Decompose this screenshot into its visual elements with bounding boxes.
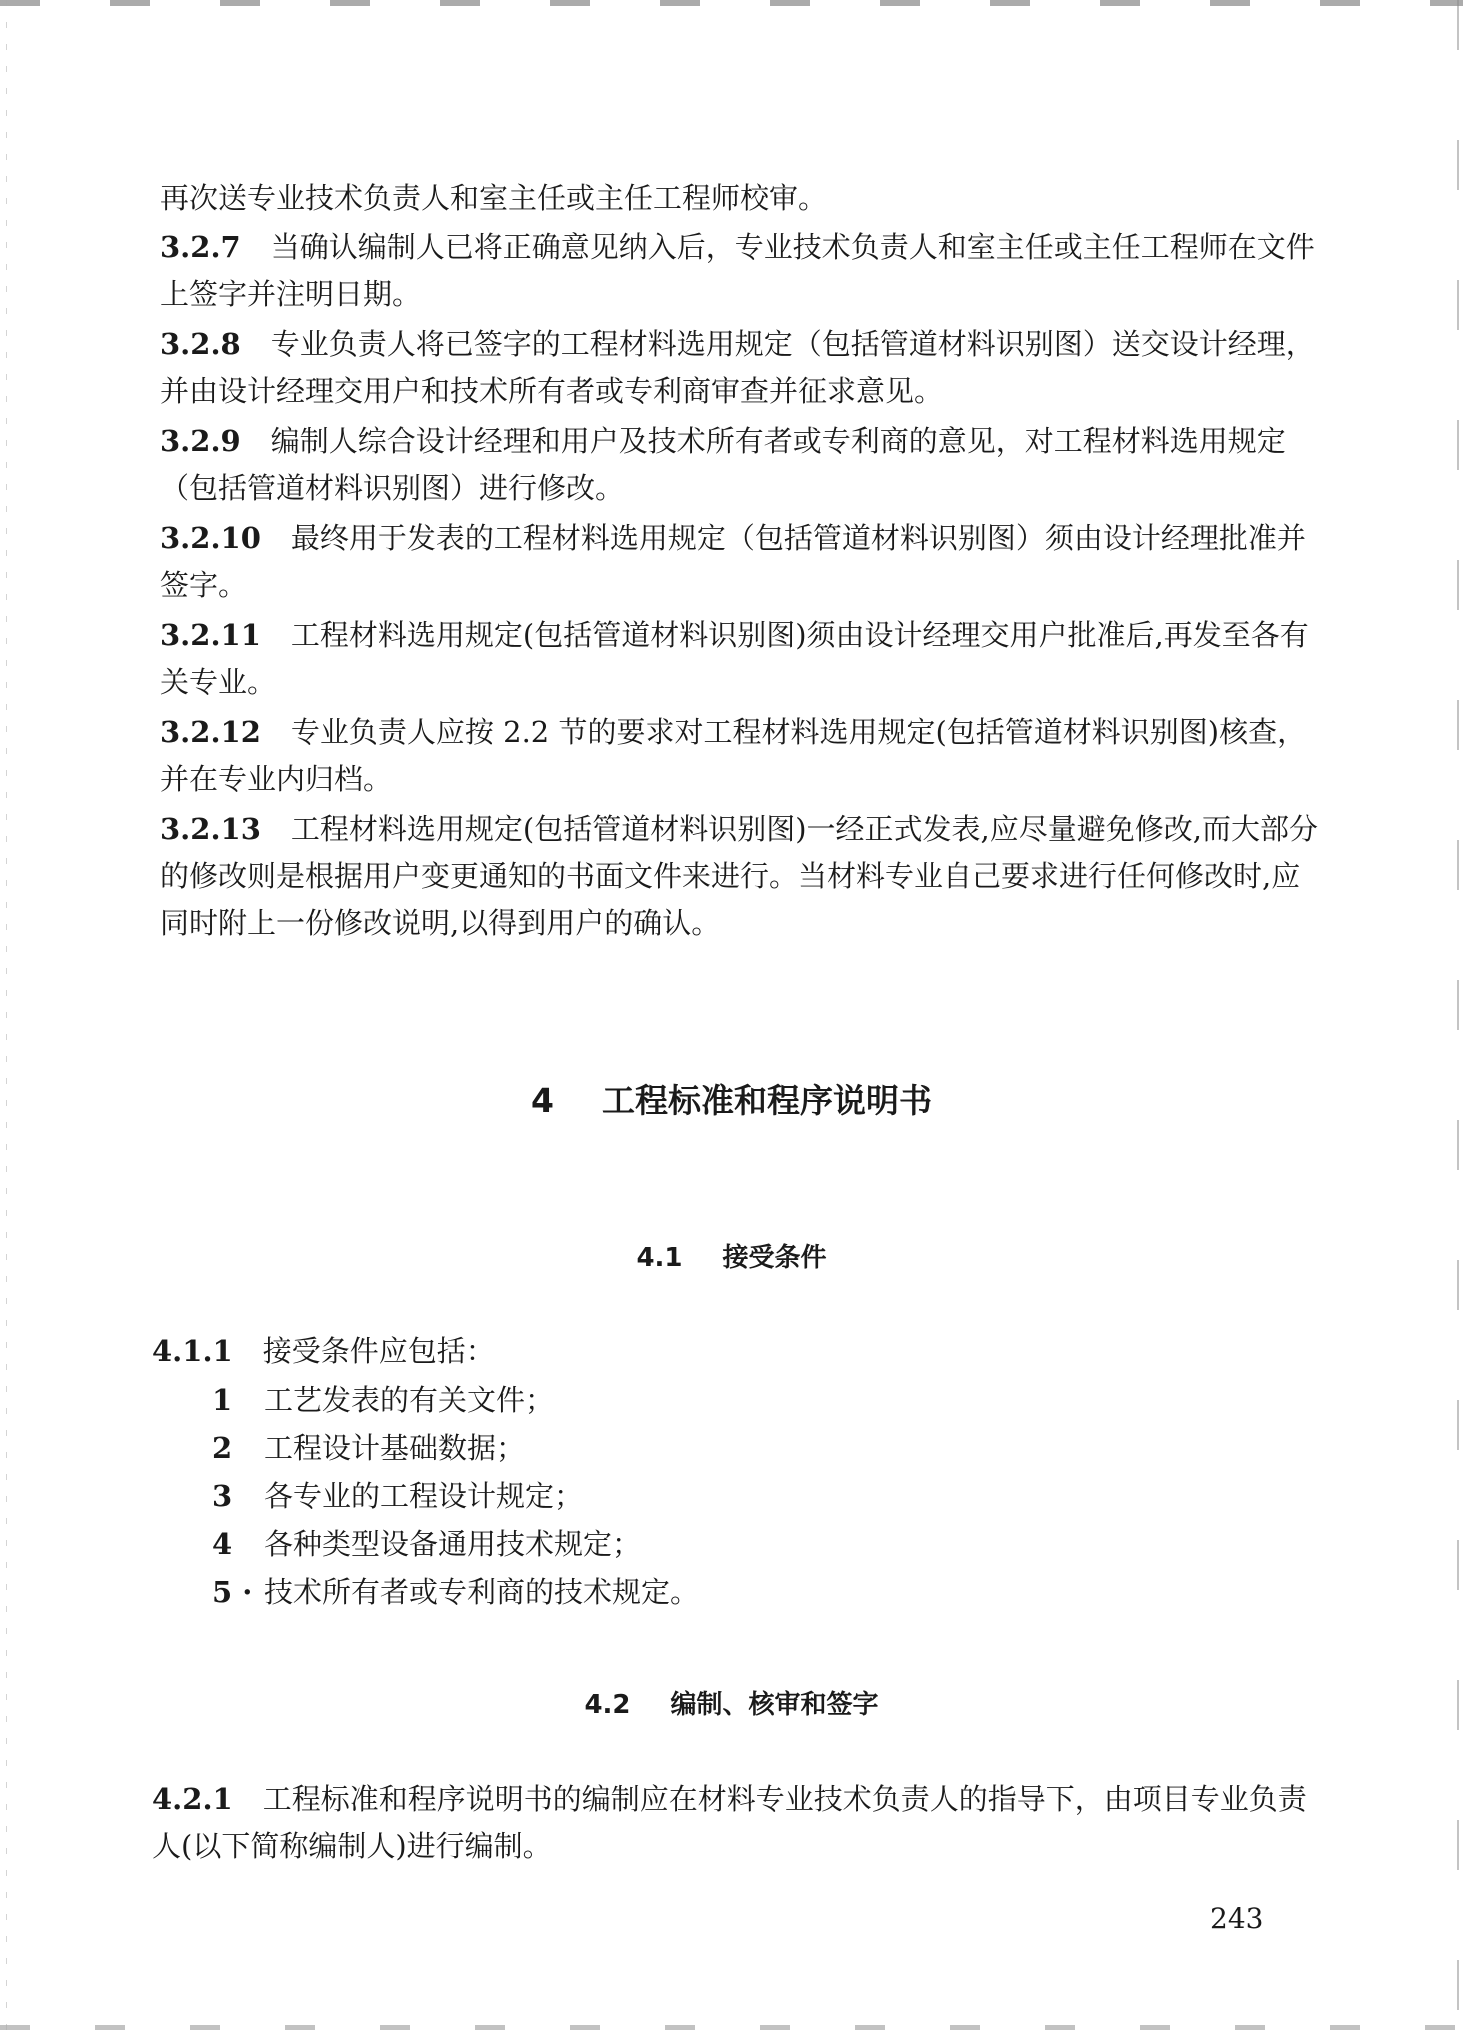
subsection-number: 4.2	[584, 1690, 631, 1720]
list-item	[212, 1428, 525, 1468]
list-text: 各种类型设备通用技术规定；	[264, 1527, 642, 1561]
clause-number: 3.2.9	[160, 424, 241, 458]
subsection-number: 4.1	[636, 1243, 683, 1273]
list-number: 2	[212, 1431, 233, 1465]
scan-edge-right	[1457, 0, 1459, 2030]
clause-text: 工程材料选用规定(包括管道材料识别图)须由设计经理交用户批准后,再发至各有关专业。	[160, 618, 1309, 699]
clause-text: 专业负责人将已签字的工程材料选用规定（包括管道材料识别图）送交设计经理，并由设计经理交用户和技术所有者或专利商审查并征求意见。	[160, 327, 1315, 408]
list-text: 工艺发表的有关文件；	[264, 1383, 555, 1417]
clause-4-1-1	[152, 1328, 1317, 1375]
clause-number: 4.2.1	[152, 1782, 233, 1816]
clause-3-2-11	[160, 612, 1325, 706]
clause-text: 专业负责人应按 2.2 节的要求对工程材料选用规定(包括管道材料识别图)核查，并在专业内归档。	[160, 715, 1307, 796]
clause-text: 最终用于发表的工程材料选用规定（包括管道材料识别图）须由设计经理批准并签字。	[160, 521, 1306, 602]
clause-text: 工程标准和程序说明书的编制应在材料专业技术负责人的指导下，由项目专业负责人(以下简称编制人)进行编制。	[152, 1782, 1307, 1863]
scan-edge-left	[6, 0, 7, 2030]
section-number: 4	[531, 1081, 554, 1120]
subsection-title: 接受条件	[722, 1243, 827, 1273]
subsection-heading-4-1	[0, 1237, 1463, 1274]
list-number: 5 ·	[212, 1575, 253, 1609]
scan-edge-bottom	[0, 2025, 1463, 2030]
clause-number: 3.2.10	[160, 521, 261, 555]
paragraph-continued: 再次送专业技术负责人和室主任或主任工程师校审。	[160, 181, 828, 215]
clause-text: 工程材料选用规定(包括管道材料识别图)一经正式发表,应尽量避免修改,而大部分的修改则是根据用户变更通知的书面文件来进行。当材料专业自己要求进行任何修改时,应同时附上一份修改说明,以得到用户的确认。	[160, 812, 1318, 940]
scan-edge-top	[0, 0, 1463, 6]
list-item	[212, 1572, 699, 1612]
clause-text: 接受条件应包括：	[262, 1334, 495, 1368]
subsection-title: 编制、核审和签字	[670, 1690, 879, 1720]
clause-3-2-13	[160, 806, 1325, 947]
section-heading-4	[0, 1075, 1463, 1122]
page-number: 243	[1210, 1902, 1264, 1935]
clause-number: 3.2.12	[160, 715, 261, 749]
clause-3-2-10	[160, 515, 1325, 609]
list-number: 4	[212, 1527, 233, 1561]
clause-3-2-7	[160, 224, 1325, 318]
list-item	[212, 1380, 554, 1420]
list-text: 技术所有者或专利商的技术规定。	[264, 1575, 700, 1609]
list-number: 1	[212, 1383, 233, 1417]
list-item	[212, 1476, 583, 1516]
list-text: 各专业的工程设计规定；	[264, 1479, 584, 1513]
clause-number: 4.1.1	[152, 1334, 233, 1368]
clause-number: 3.2.11	[160, 618, 261, 652]
section-title: 工程标准和程序说明书	[601, 1081, 932, 1120]
clause-3-2-8	[160, 321, 1325, 415]
clause-3-2-12	[160, 709, 1325, 803]
list-text: 工程设计基础数据；	[264, 1431, 526, 1465]
clause-4-2-1	[152, 1776, 1327, 1870]
clause-text: 编制人综合设计经理和用户及技术所有者或专利商的意见，对工程材料选用规定（包括管道材料识别图）进行修改。	[160, 424, 1286, 505]
clause-text: 当确认编制人已将正确意见纳入后，专业技术负责人和室主任或主任工程师在文件上签字并注明日期。	[160, 230, 1315, 311]
clause-3-2-9	[160, 418, 1325, 512]
clause-number: 3.2.7	[160, 230, 241, 264]
subsection-heading-4-2	[0, 1684, 1463, 1721]
list-item	[212, 1524, 641, 1564]
clause-number: 3.2.8	[160, 327, 241, 361]
list-number: 3	[212, 1479, 233, 1513]
clause-number: 3.2.13	[160, 812, 261, 846]
